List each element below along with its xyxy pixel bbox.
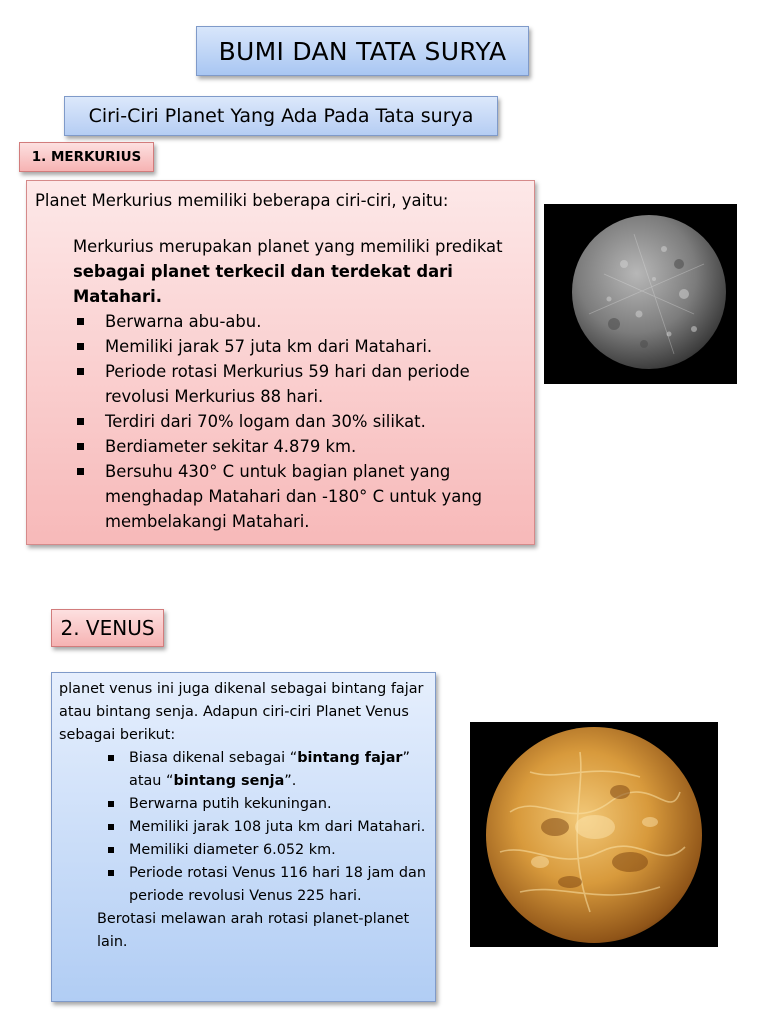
venus-bullet: Berwarna putih kekuningan.	[99, 793, 428, 816]
merkurius-heading-text: 1. MERKURIUS	[31, 149, 142, 165]
merkurius-lead	[35, 234, 526, 309]
slide-subtitle-text: Ciri-Ciri Planet Yang Ada Pada Tata surya	[88, 105, 474, 127]
merkurius-bullet-list	[35, 309, 526, 534]
mercury-planet-graphic	[544, 204, 737, 384]
venus-bullet: Periode rotasi Venus 116 hari 18 jam dan periode revolusi Venus 225 hari.	[99, 862, 428, 908]
slide-subtitle	[64, 96, 498, 136]
slide-title	[196, 26, 529, 76]
merkurius-bullet: Berdiameter sekitar 4.879 km.	[75, 434, 526, 459]
venus-bullet	[99, 747, 428, 793]
venus-content-box	[51, 672, 436, 1002]
venus-bullet-bold: bintang fajar	[297, 750, 403, 766]
venus-planet-graphic	[470, 722, 718, 947]
merkurius-bullet: Bersuhu 430° C untuk bagian planet yang menghadap Matahari dan -180° C untuk yang membelakangi Matahari.	[75, 459, 526, 534]
venus-bullet-text: ” atau “	[129, 750, 410, 789]
merkurius-intro: Planet Merkurius memiliki beberapa ciri-ciri, yaitu:	[35, 191, 449, 210]
venus-bullet-text: Biasa dikenal sebagai “	[129, 750, 298, 766]
venus-bullet-list	[59, 747, 428, 908]
merkurius-lead-bold: sebagai planet terkecil dan terdekat dari Matahari.	[73, 262, 453, 306]
venus-bullet-text: ”.	[284, 773, 297, 789]
venus-heading-text: 2. VENUS	[60, 616, 155, 640]
merkurius-bullet: Periode rotasi Merkurius 59 hari dan periode revolusi Merkurius 88 hari.	[75, 359, 526, 409]
venus-bullet-bold: bintang senja	[173, 773, 285, 789]
venus-intro: planet venus ini juga dikenal sebagai bintang fajar atau bintang senja. Adapun ciri-ciri Planet Venus sebagai berikut:	[59, 681, 424, 743]
merkurius-heading	[19, 142, 154, 172]
venus-bullet: Memiliki jarak 108 juta km dari Matahari.	[99, 816, 428, 839]
slide-title-text: BUMI DAN TATA SURYA	[218, 36, 507, 66]
merkurius-content-box	[26, 180, 535, 545]
merkurius-bullet: Memiliki jarak 57 juta km dari Matahari.	[75, 334, 526, 359]
venus-bullet: Memiliki diameter 6.052 km.	[99, 839, 428, 862]
merkurius-lead-text: Merkurius merupakan planet yang memiliki predikat	[73, 237, 503, 256]
venus-heading	[51, 609, 164, 647]
venus-closing: Berotasi melawan arah rotasi planet-planet lain.	[97, 911, 410, 950]
mercury-image	[544, 204, 737, 384]
venus-image	[470, 722, 718, 947]
merkurius-bullet: Terdiri dari 70% logam dan 30% silikat.	[75, 409, 526, 434]
merkurius-bullet: Berwarna abu-abu.	[75, 309, 526, 334]
